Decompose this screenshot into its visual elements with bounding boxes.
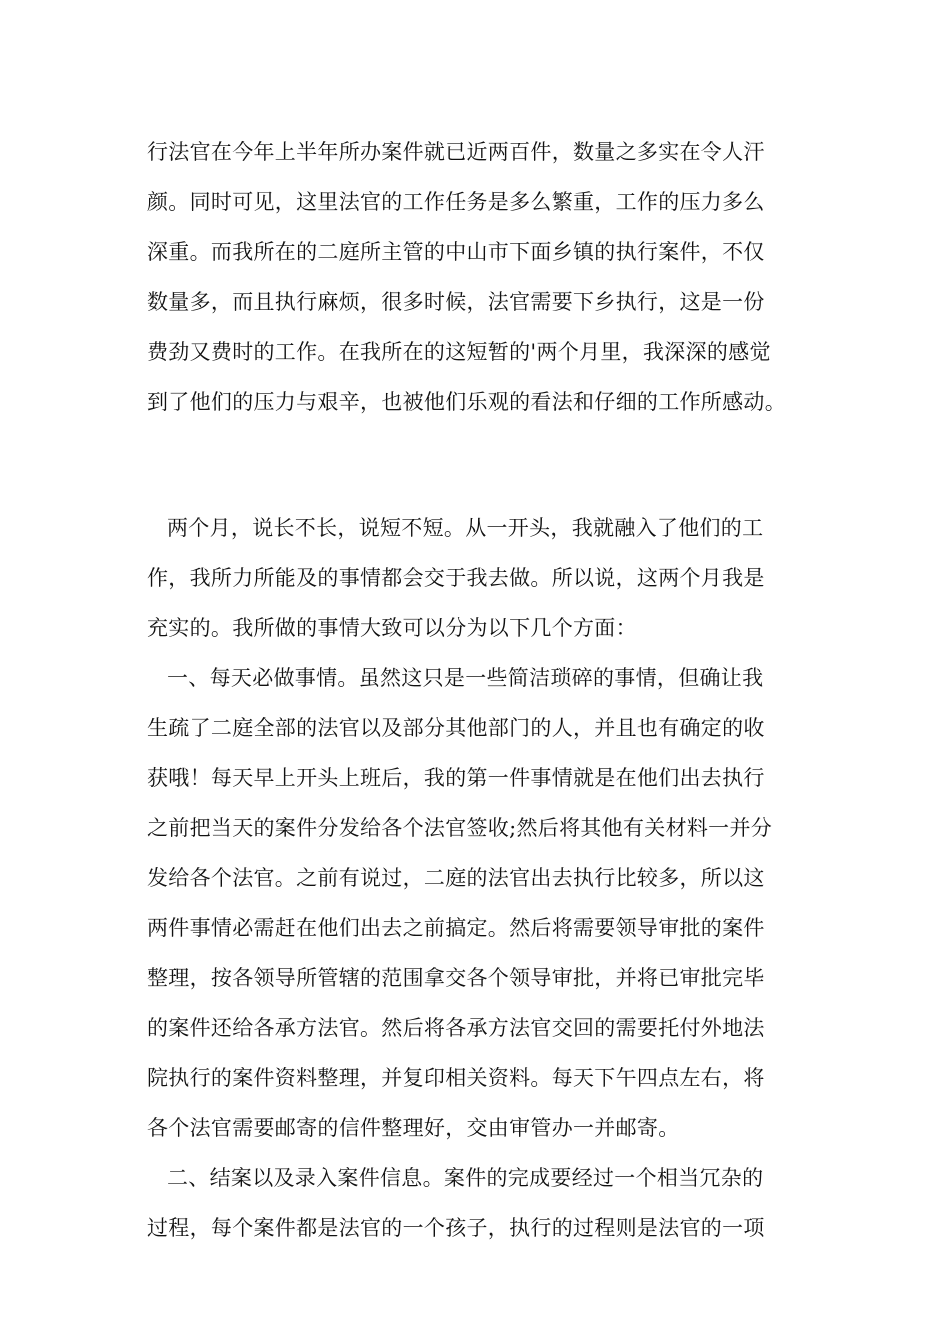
- text-line: 院执行的案件资料整理，并复印相关资料。每天下午四点左右，将: [147, 1066, 765, 1090]
- text-line: 两件事情必需赶在他们出去之前搞定。然后将需要领导审批的案件: [147, 916, 765, 940]
- text-line: 二、结案以及录入案件信息。案件的完成要经过一个相当冗杂的: [167, 1166, 764, 1190]
- text-line: 各个法官需要邮寄的信件整理好，交由审管办一并邮寄。: [147, 1116, 680, 1140]
- text-line: 整理，按各领导所管辖的范围拿交各个领导审批，并将已审批完毕: [147, 966, 765, 990]
- paragraph-4: [147, 1153, 827, 1253]
- text-line: 费劲又费时的工作。在我所在的这短暂的'两个月里，我深深的感觉: [147, 340, 771, 364]
- text-line: 发给各个法官。之前有说过，二庭的法官出去执行比较多，所以这: [147, 866, 765, 890]
- text-line: 两个月，说长不长，说短不短。从一开头，我就融入了他们的工: [167, 516, 764, 540]
- text-line: 过程，每个案件都是法官的一个孩子，执行的过程则是法官的一项: [147, 1216, 765, 1240]
- text-line: 行法官在今年上半年所办案件就已近两百件，数量之多实在令人汗: [147, 140, 765, 164]
- text-line: 数量多，而且执行麻烦，很多时候，法官需要下乡执行，这是一份: [147, 290, 765, 314]
- paragraph-gap: [147, 427, 827, 503]
- document-body: [147, 127, 827, 1253]
- text-line: 充实的。我所做的事情大致可以分为以下几个方面：: [147, 616, 637, 640]
- text-line: 之前把当天的案件分发给各个法官签收;然后将其他有关材料一并分: [147, 816, 773, 840]
- text-line: 深重。而我所在的二庭所主管的中山市下面乡镇的执行案件，不仅: [147, 240, 765, 264]
- paragraph-1: [147, 127, 827, 427]
- text-line: 作，我所力所能及的事情都会交于我去做。所以说，这两个月我是: [147, 566, 765, 590]
- text-line: 的案件还给各承方法官。然后将各承方法官交回的需要托付外地法: [147, 1016, 765, 1040]
- text-line: 到了他们的压力与艰辛，也被他们乐观的看法和仔细的工作所感动。: [147, 390, 786, 414]
- text-line: 生疏了二庭全部的法官以及部分其他部门的人，并且也有确定的收: [147, 716, 765, 740]
- text-line: 颜。同时可见，这里法官的工作任务是多么繁重，工作的压力多么: [147, 190, 765, 214]
- text-line: 获哦！每天早上开头上班后，我的第一件事情就是在他们出去执行: [147, 766, 765, 790]
- paragraph-2: [147, 503, 827, 653]
- text-line: 一、每天必做事情。虽然这只是一些简洁琐碎的事情，但确让我: [167, 666, 764, 690]
- paragraph-3: [147, 653, 827, 1153]
